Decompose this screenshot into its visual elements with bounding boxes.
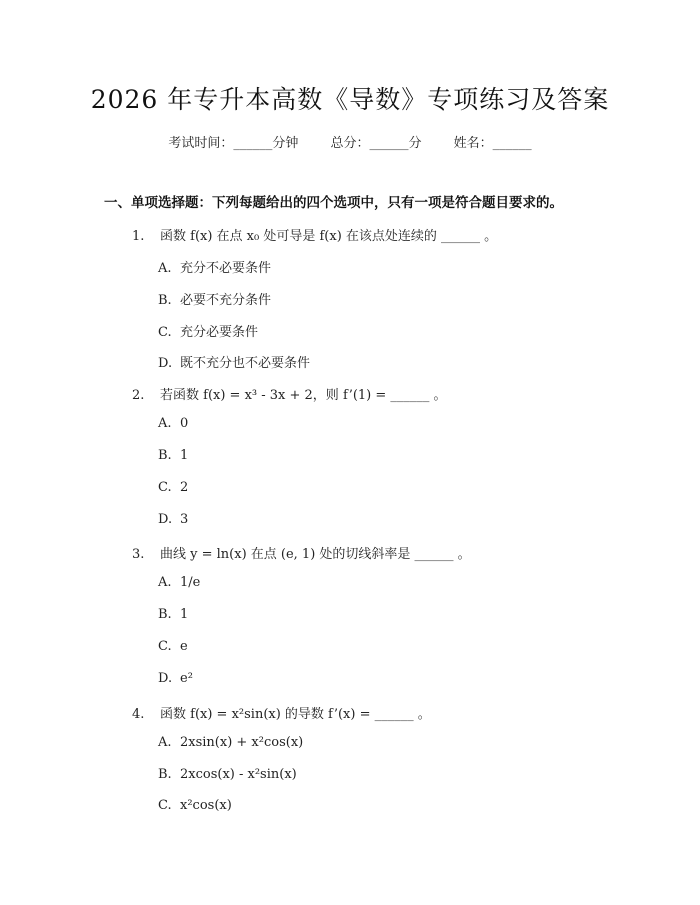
option-2b xyxy=(158,448,188,463)
option-letter: D. xyxy=(158,356,173,371)
option-text: 1 xyxy=(180,448,189,463)
option-text: 充分不必要条件 xyxy=(180,261,272,276)
question-text: 曲线 y = ln(x) 在点 (e, 1) 处的切线斜率是 ______ 。 xyxy=(160,547,471,562)
option-letter: D. xyxy=(158,671,173,686)
option-text: 充分必要条件 xyxy=(180,325,259,340)
option-text: e xyxy=(180,639,188,654)
option-letter: C. xyxy=(158,639,172,654)
option-3c xyxy=(158,639,188,654)
option-4c xyxy=(158,798,232,813)
option-1a xyxy=(158,257,271,276)
option-text: 0 xyxy=(180,416,189,431)
option-letter: C. xyxy=(158,325,172,340)
option-text: x²cos(x) xyxy=(180,798,232,813)
option-2d xyxy=(158,512,188,527)
option-1d xyxy=(158,352,310,371)
option-letter: B. xyxy=(158,293,172,308)
option-letter: C. xyxy=(158,798,172,813)
question-number: 4. xyxy=(132,707,145,722)
option-letter: B. xyxy=(158,607,172,622)
question-text: 函数 f(x) 在点 x₀ 处可导是 f(x) 在该点处连续的 ______ 。 xyxy=(160,229,498,244)
option-text: 2xcos(x) - x²sin(x) xyxy=(180,767,297,782)
option-letter: A. xyxy=(158,261,172,276)
option-2a xyxy=(158,416,188,431)
question-text: 若函数 f(x) = x³ - 3x + 2，则 f’(1) = ______ 。 xyxy=(160,388,447,403)
option-letter: B. xyxy=(158,767,172,782)
option-4b xyxy=(158,767,297,782)
question-number: 3. xyxy=(132,547,145,562)
option-letter: A. xyxy=(158,575,172,590)
option-letter: A. xyxy=(158,416,172,431)
option-text: 既不充分也不必要条件 xyxy=(180,356,311,371)
option-letter: B. xyxy=(158,448,172,463)
exam-meta xyxy=(0,132,700,151)
option-text: 2xsin(x) + x²cos(x) xyxy=(180,735,304,750)
question-3 xyxy=(132,543,471,562)
question-4 xyxy=(132,703,431,722)
question-number: 1. xyxy=(132,229,145,244)
option-1c xyxy=(158,321,258,340)
option-text: 3 xyxy=(180,512,189,527)
option-text: 1 xyxy=(180,607,189,622)
option-letter: C. xyxy=(158,480,172,495)
question-1 xyxy=(132,225,497,244)
exam-total-score: 总分：______分 xyxy=(330,136,422,151)
option-4a xyxy=(158,735,303,750)
option-1b xyxy=(158,289,271,308)
exam-time: 考试时间：______分钟 xyxy=(168,136,299,151)
question-text: 函数 f(x) = x²sin(x) 的导数 f’(x) = ______ 。 xyxy=(160,707,431,722)
option-text: 必要不充分条件 xyxy=(180,293,272,308)
student-name: 姓名：______ xyxy=(453,136,532,151)
page-title: 2026 年专升本高数《导数》专项练习及答案 xyxy=(90,85,610,114)
option-3d xyxy=(158,671,193,686)
option-text: e² xyxy=(180,671,193,686)
option-letter: A. xyxy=(158,735,172,750)
section-heading: 一、单项选择题：下列每题给出的四个选项中，只有一项是符合题目要求的。 xyxy=(104,195,563,211)
question-number: 2. xyxy=(132,388,145,403)
option-letter: D. xyxy=(158,512,173,527)
option-2c xyxy=(158,480,188,495)
option-3b xyxy=(158,607,188,622)
question-2 xyxy=(132,384,447,403)
option-3a xyxy=(158,575,200,590)
option-text: 1/e xyxy=(180,575,201,590)
option-text: 2 xyxy=(180,480,189,495)
